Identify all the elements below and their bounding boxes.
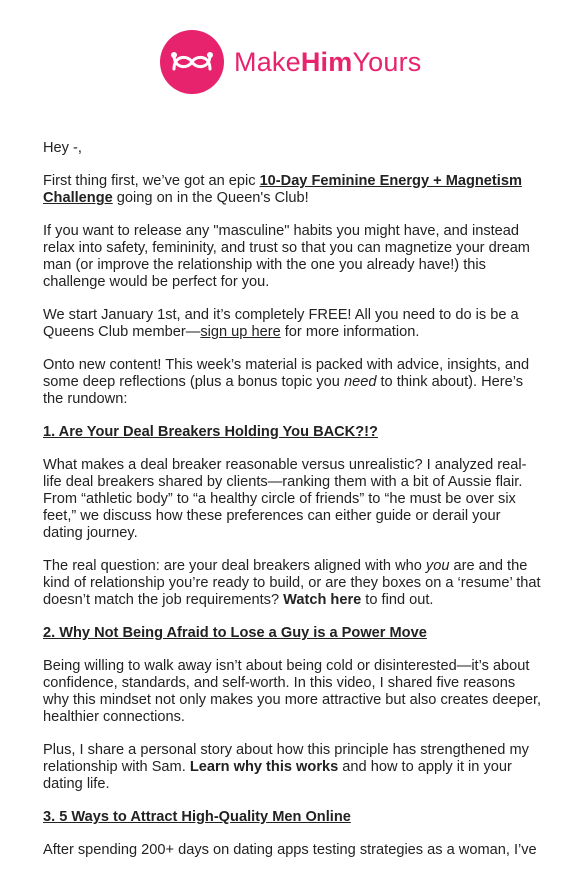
deal-breakers-paragraph: What makes a deal breaker reasonable versus unrealistic? I analyzed real-life deal breakers shared by clients—ranking them with a bit of Aussie flair. From “athletic body” to “a healthy circle of friends” to “he must be over six feet,” we discuss how these preferences can either guide or derail your dating journey. (43, 457, 527, 541)
deal-breakers-question: The real question: are your deal breakers aligned with who you are and the kind of relationship you’re ready to build, or are they boxes on a ‘resume’ that doesn’t match the job requirements? Watch here to find out. (43, 558, 541, 608)
watch-here-link[interactable]: Watch here (283, 592, 362, 608)
rundown-intro: Onto new content! This week’s material is packed with advice, insights, and some deep reflections (plus a bonus topic you need to think about). Here’s the rundown: (43, 357, 530, 407)
section-heading-deal-breakers: 1. Are Your Deal Breakers Holding You BACK?!? (43, 424, 378, 440)
power-move-story: Plus, I share a personal story about how this principle has strengthened my relationship with Sam. Learn why this works and how to apply it in your dating life. (43, 742, 529, 792)
challenge-description: If you want to release any "masculine" habits you might have, and instead relax into safety, femininity, and trust so that you can magnetize your dream man (or improve the relationship with the one you already have!) this challenge would be perfect for you. (43, 223, 530, 290)
section-heading-power-move: 2. Why Not Being Afraid to Lose a Guy is a Power Move (43, 625, 427, 641)
challenge-link[interactable]: 10-Day Feminine Energy + Magnetism Challenge (43, 173, 522, 206)
logo-mark-icon (160, 30, 224, 94)
brand-logo[interactable] (160, 30, 422, 94)
power-move-paragraph: Being willing to walk away isn’t about being cold or disinterested—it’s about confidence, standards, and self-worth. In this video, I shared five reasons why this mindset not only makes you more attractive but also creates deeper, healthier connections. (43, 658, 542, 725)
greeting: Hey -, (43, 140, 82, 156)
sign-up-link[interactable]: sign up here (200, 324, 281, 340)
email-body (43, 140, 543, 875)
signup-paragraph: We start January 1st, and it’s completely FREE! All you need to do is be a Queens Club member—sign up here for more information. (43, 307, 519, 340)
learn-why-link[interactable]: Learn why this works (189, 759, 339, 775)
section-heading-attract-online: 3. 5 Ways to Attract High-Quality Men Online (43, 809, 351, 825)
attract-online-paragraph: After spending 200+ days on dating apps testing strategies as a woman, I’ve (43, 842, 537, 858)
intro-paragraph: First thing first, we’ve got an epic 10-Day Feminine Energy + Magnetism Challenge going on in the Queen's Club! (43, 173, 522, 206)
logo-wordmark: MakeHimYours (234, 46, 422, 77)
